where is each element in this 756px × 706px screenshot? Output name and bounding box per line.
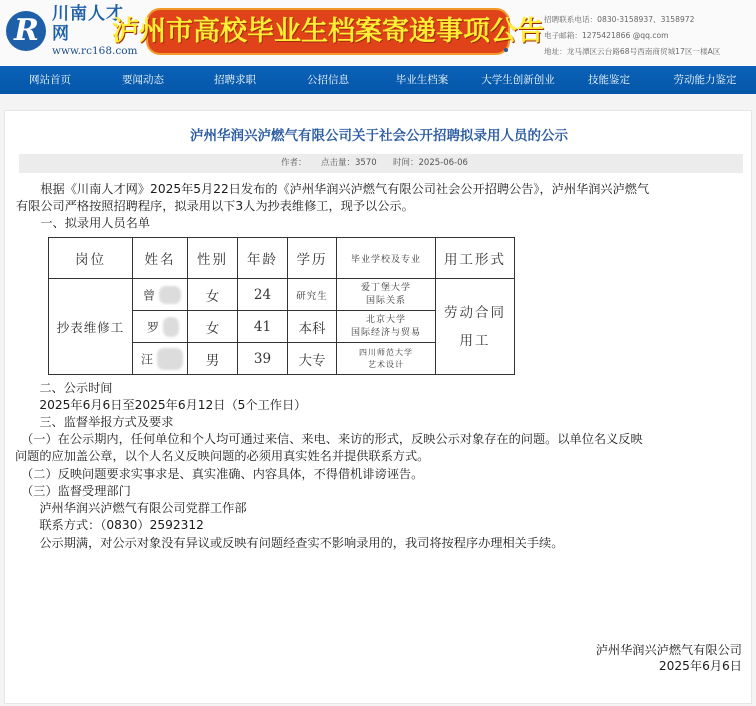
nav-item-student-entrepreneurship[interactable]: 大学生创新创业 — [481, 74, 555, 86]
cell-name: 曾 — [133, 279, 188, 311]
section-1-heading: 一、拟录用人员名单 — [16, 216, 151, 230]
nav-item-jobs[interactable]: 招聘求职 — [214, 74, 256, 86]
signature-date: 2025年6月6日 — [658, 659, 742, 673]
cell-school-major: 北京大学 国际经济与贸易 — [337, 311, 436, 343]
contact-email: 电子邮箱：1275421866 @qq.com — [544, 31, 669, 40]
cell-gender: 女 — [188, 311, 238, 343]
header-position: 岗位 — [49, 238, 133, 279]
cell-school-major: 爱丁堡大学 国际关系 — [337, 279, 436, 311]
logo-icon: R — [6, 11, 46, 51]
banner-text: 泸州市高校毕业生档案寄递事项公告 — [112, 16, 544, 47]
meta-views: 点击量：3570 — [321, 158, 377, 168]
meta-time: 时间：2025-06-06 — [393, 158, 468, 168]
nav-item-home[interactable]: 网站首页 — [29, 74, 71, 86]
item-2: （二）反映问题要求实事求是、真实准确、内容具体，不得借机诽谤诬告。 — [15, 467, 424, 481]
table-row — [49, 279, 515, 311]
item-3-heading: （三）监督受理部门 — [15, 484, 131, 498]
nav-item-labor-ability-appraisal[interactable]: 劳动能力鉴定 — [673, 74, 737, 86]
meta-author: 作者： — [281, 158, 307, 168]
site-header — [0, 0, 756, 66]
contact-phone-number: 联系方式：（0830）2592312 — [15, 518, 204, 532]
header-gender: 性别 — [188, 238, 238, 279]
supervising-department: 泸州华润兴泸燃气有限公司党群工作部 — [15, 501, 247, 515]
nav-item-news[interactable]: 要闻动态 — [122, 74, 164, 86]
header-education: 学历 — [288, 238, 337, 279]
redacted-name-blur — [159, 286, 181, 304]
redacted-name-blur — [157, 348, 183, 370]
cell-age: 24 — [238, 279, 288, 311]
nav-item-skill-appraisal[interactable]: 技能鉴定 — [588, 74, 630, 86]
hire-list-table — [48, 237, 515, 375]
table-header-row — [49, 238, 515, 279]
cell-age: 41 — [238, 311, 288, 343]
cell-name: 汪 — [133, 343, 188, 375]
intro-line-2: 有限公司严格按照招聘程序，拟录用以下3人为抄表维修工，现予以公示。 — [16, 199, 414, 213]
intro-line-1: 根据《川南人才网》2025年5月22日发布的《泸州华润兴泸燃气有限公司社会公开招聘公告》，泸州华润兴泸燃气 — [16, 182, 650, 196]
cell-school-major: 四川师范大学 艺术设计 — [337, 343, 436, 375]
item-1-line-2: 问题的应加盖公章，以个人名义反映问题的必须用真实姓名并提供联系方式。 — [15, 449, 430, 463]
cell-education: 大专 — [288, 343, 337, 375]
article-title: 泸州华润兴泸燃气有限公司关于社会公开招聘拟录用人员的公示 — [190, 128, 568, 144]
closing-statement: 公示期满，对公示对象没有异议或反映有问题经查实不影响录用的，我司将按程序办理相关手续。 — [15, 536, 564, 550]
redacted-name-blur — [163, 317, 179, 337]
logo-url: www.rc168.com — [52, 45, 138, 57]
header-age: 年龄 — [238, 238, 288, 279]
cell-gender: 女 — [188, 279, 238, 311]
contact-phone: 招聘联系电话：0830-3158937、3158972 — [544, 15, 695, 24]
publicity-period: 2025年6月6日至2025年6月12日（5个工作日） — [15, 398, 307, 412]
cell-education: 本科 — [288, 311, 337, 343]
item-1-line-1: （一）在公示期内，任何单位和个人均可通过来信、来电、来访的形式，反映公示对象存在的问题。以单位名义反映 — [15, 432, 643, 446]
logo-name: 川南人才网 — [52, 4, 124, 44]
header-employment-type: 用工形式 — [436, 238, 515, 279]
cell-employment-type: 劳动合同 用工 — [436, 279, 515, 375]
main-nav — [0, 66, 756, 94]
banner-dot-icon — [504, 48, 508, 52]
contact-address: 地址：龙马潭区云台路68号西南商贸城17区一楼A区 — [544, 47, 721, 56]
cell-name: 罗 — [133, 311, 188, 343]
signature-company: 泸州华润兴泸燃气有限公司 — [595, 643, 742, 657]
article-meta — [19, 154, 743, 173]
cell-position: 抄表维修工 — [49, 279, 133, 375]
header-school-major: 毕业学校及专业 — [337, 238, 436, 279]
contact-info — [544, 12, 720, 60]
section-3-heading: 三、监督举报方式及要求 — [15, 415, 174, 429]
cell-age: 39 — [238, 343, 288, 375]
header-name: 姓名 — [133, 238, 188, 279]
announcement-banner[interactable] — [112, 8, 544, 55]
cell-gender: 男 — [188, 343, 238, 375]
nav-item-graduate-archives[interactable]: 毕业生档案 — [395, 74, 449, 86]
cell-education: 研究生 — [288, 279, 337, 311]
nav-item-public-recruitment[interactable]: 公招信息 — [307, 74, 349, 86]
section-2-heading: 二、公示时间 — [15, 381, 113, 395]
